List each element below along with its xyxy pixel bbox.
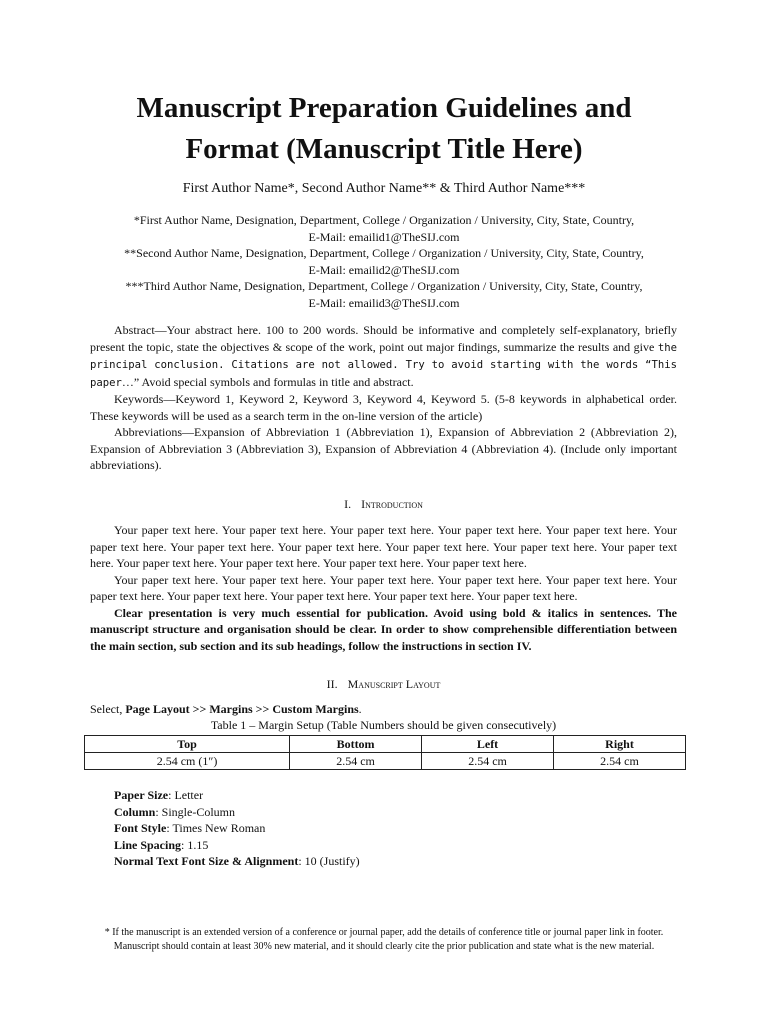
affiliation-3-email: E-Mail: emailid3@TheSIJ.com: [308, 295, 460, 310]
table-header-cell: Right: [554, 736, 686, 753]
section-number: I.: [344, 497, 352, 511]
spec-value: : 1.15: [181, 837, 209, 852]
abbreviations-paragraph: Abbreviations—Expansion of Abbreviation 1 (Abbreviation 1), Expansion of Abbreviation 2 (Abbreviation 2), Expansion of Abbreviation 3 (Abbreviation 3), Expansion of Abbreviation 4 (Abbreviation 4). (Include only important abbreviations).: [90, 425, 677, 472]
intro-paragraph: Your paper text here. Your paper text here. Your paper text here. Your paper text here. Your paper text here. Your paper text here. Your paper text here. Your paper text here. Your paper text here. Your paper text here.: [90, 572, 677, 603]
spec-item: [114, 853, 360, 870]
table-header-cell: Bottom: [290, 736, 422, 753]
author-affiliations: [60, 212, 708, 311]
table-header-cell: Top: [85, 736, 290, 753]
affiliation-2-email: E-Mail: emailid2@TheSIJ.com: [308, 262, 460, 277]
table-cell: 2.54 cm: [554, 753, 686, 770]
select-instruction: [90, 701, 362, 717]
intro-bold-text: Clear presentation is very much essential for publication. Avoid using bold & italics in sentences. The manuscript structure and organisation should be clear. In order to show comprehensible differentiation between the main section, sub section and its sub headings, follow the instructions in section IV.: [90, 605, 677, 653]
abstract-block: [90, 322, 677, 474]
author-names: First Author Name*, Second Author Name** & Third Author Name***: [182, 181, 586, 196]
section-heading-manuscript-layout: [90, 676, 677, 692]
select-suffix: .: [358, 702, 362, 716]
page-footnote: * If the manuscript is an extended version of a conference or journal paper, add the details of conference title or journal paper link in footer. Manuscript should contain at least 30% new material, and it should clearly cite the prior publication and state what is the new material.: [104, 927, 664, 952]
menu-path: Page Layout >> Margins >> Custom Margins: [125, 702, 359, 716]
abstract-text: Abstract—Your abstract here. 100 to 200 words. Should be informative and completely self-explanatory, briefly present the topic, state the objectives & scope of the work, point out major findings, summarize the results and give: [90, 323, 677, 354]
affiliation-3-line-1: ***Third Author Name, Designation, Department, College / Organization / University, City, State, Country,: [125, 279, 643, 293]
spec-label: Normal Text Font Size & Alignment: [114, 854, 299, 868]
title-line-1: Manuscript Preparation Guidelines and: [136, 92, 632, 124]
section-title: Introduction: [361, 497, 423, 511]
table-row: [85, 753, 686, 770]
keywords-paragraph: Keywords—Keyword 1, Keyword 2, Keyword 3, Keyword 4, Keyword 5. (5-8 keywords in alphabetical order. These keywords will be used as a search term in the on-line version of the article): [90, 392, 677, 423]
spec-label: Line Spacing: [114, 837, 182, 852]
affiliation-1-email: E-Mail: emailid1@TheSIJ.com: [308, 229, 460, 244]
table-cell: 2.54 cm (1″): [85, 753, 290, 770]
affiliation-2-line-1: **Second Author Name, Designation, Department, College / Organization / University, City, State, Country,: [124, 246, 644, 260]
abstract-paragraph: [90, 322, 677, 391]
table-cell: 2.54 cm: [290, 753, 422, 770]
spec-item: [114, 804, 360, 821]
page-title: [60, 88, 708, 170]
table-header-row: [85, 736, 686, 753]
spec-value: : 10 (Justify): [298, 854, 360, 868]
abstract-text-end: …” Avoid special symbols and formulas in title and abstract.: [121, 374, 414, 389]
margin-setup-table: [84, 735, 686, 770]
intro-bold-paragraph: [90, 605, 677, 655]
spec-item: [114, 837, 360, 854]
spec-item: [114, 787, 360, 804]
spec-item: [114, 820, 360, 837]
spec-label: Column: [114, 804, 156, 819]
format-specs-list: [114, 787, 360, 870]
affiliation-1-line-1: *First Author Name, Designation, Department, College / Organization / University, City, State, Country,: [133, 213, 635, 227]
section-title: Manuscript Layout: [347, 677, 441, 691]
spec-label: Paper Size: [114, 788, 169, 802]
introduction-body: [90, 522, 677, 654]
section-number: II.: [326, 677, 338, 691]
title-line-2: Format (Manuscript Title Here): [185, 133, 583, 165]
abstract-mono-text: the principal conclusion. Citations are not allowed. Try to avoid starting with the words “This paper: [90, 341, 678, 389]
spec-value: : Letter: [168, 788, 204, 802]
intro-paragraph: Your paper text here. Your paper text here. Your paper text here. Your paper text here. Your paper text here. Your paper text here. Your paper text here. Your paper text here. Your paper text here. Your paper text here. Your paper text here. Your paper text here. Your paper text here. Your paper text here. Your paper text here.: [90, 523, 677, 570]
table-header-cell: Left: [422, 736, 554, 753]
select-prefix: Select,: [90, 702, 126, 716]
table-caption: Table 1 – Margin Setup (Table Numbers should be given consecutively): [210, 718, 557, 732]
spec-label: Font Style: [114, 821, 167, 835]
spec-value: : Times New Roman: [166, 821, 266, 835]
table-cell: 2.54 cm: [422, 753, 554, 770]
section-heading-introduction: [90, 496, 677, 512]
spec-value: : Single-Column: [155, 804, 236, 819]
